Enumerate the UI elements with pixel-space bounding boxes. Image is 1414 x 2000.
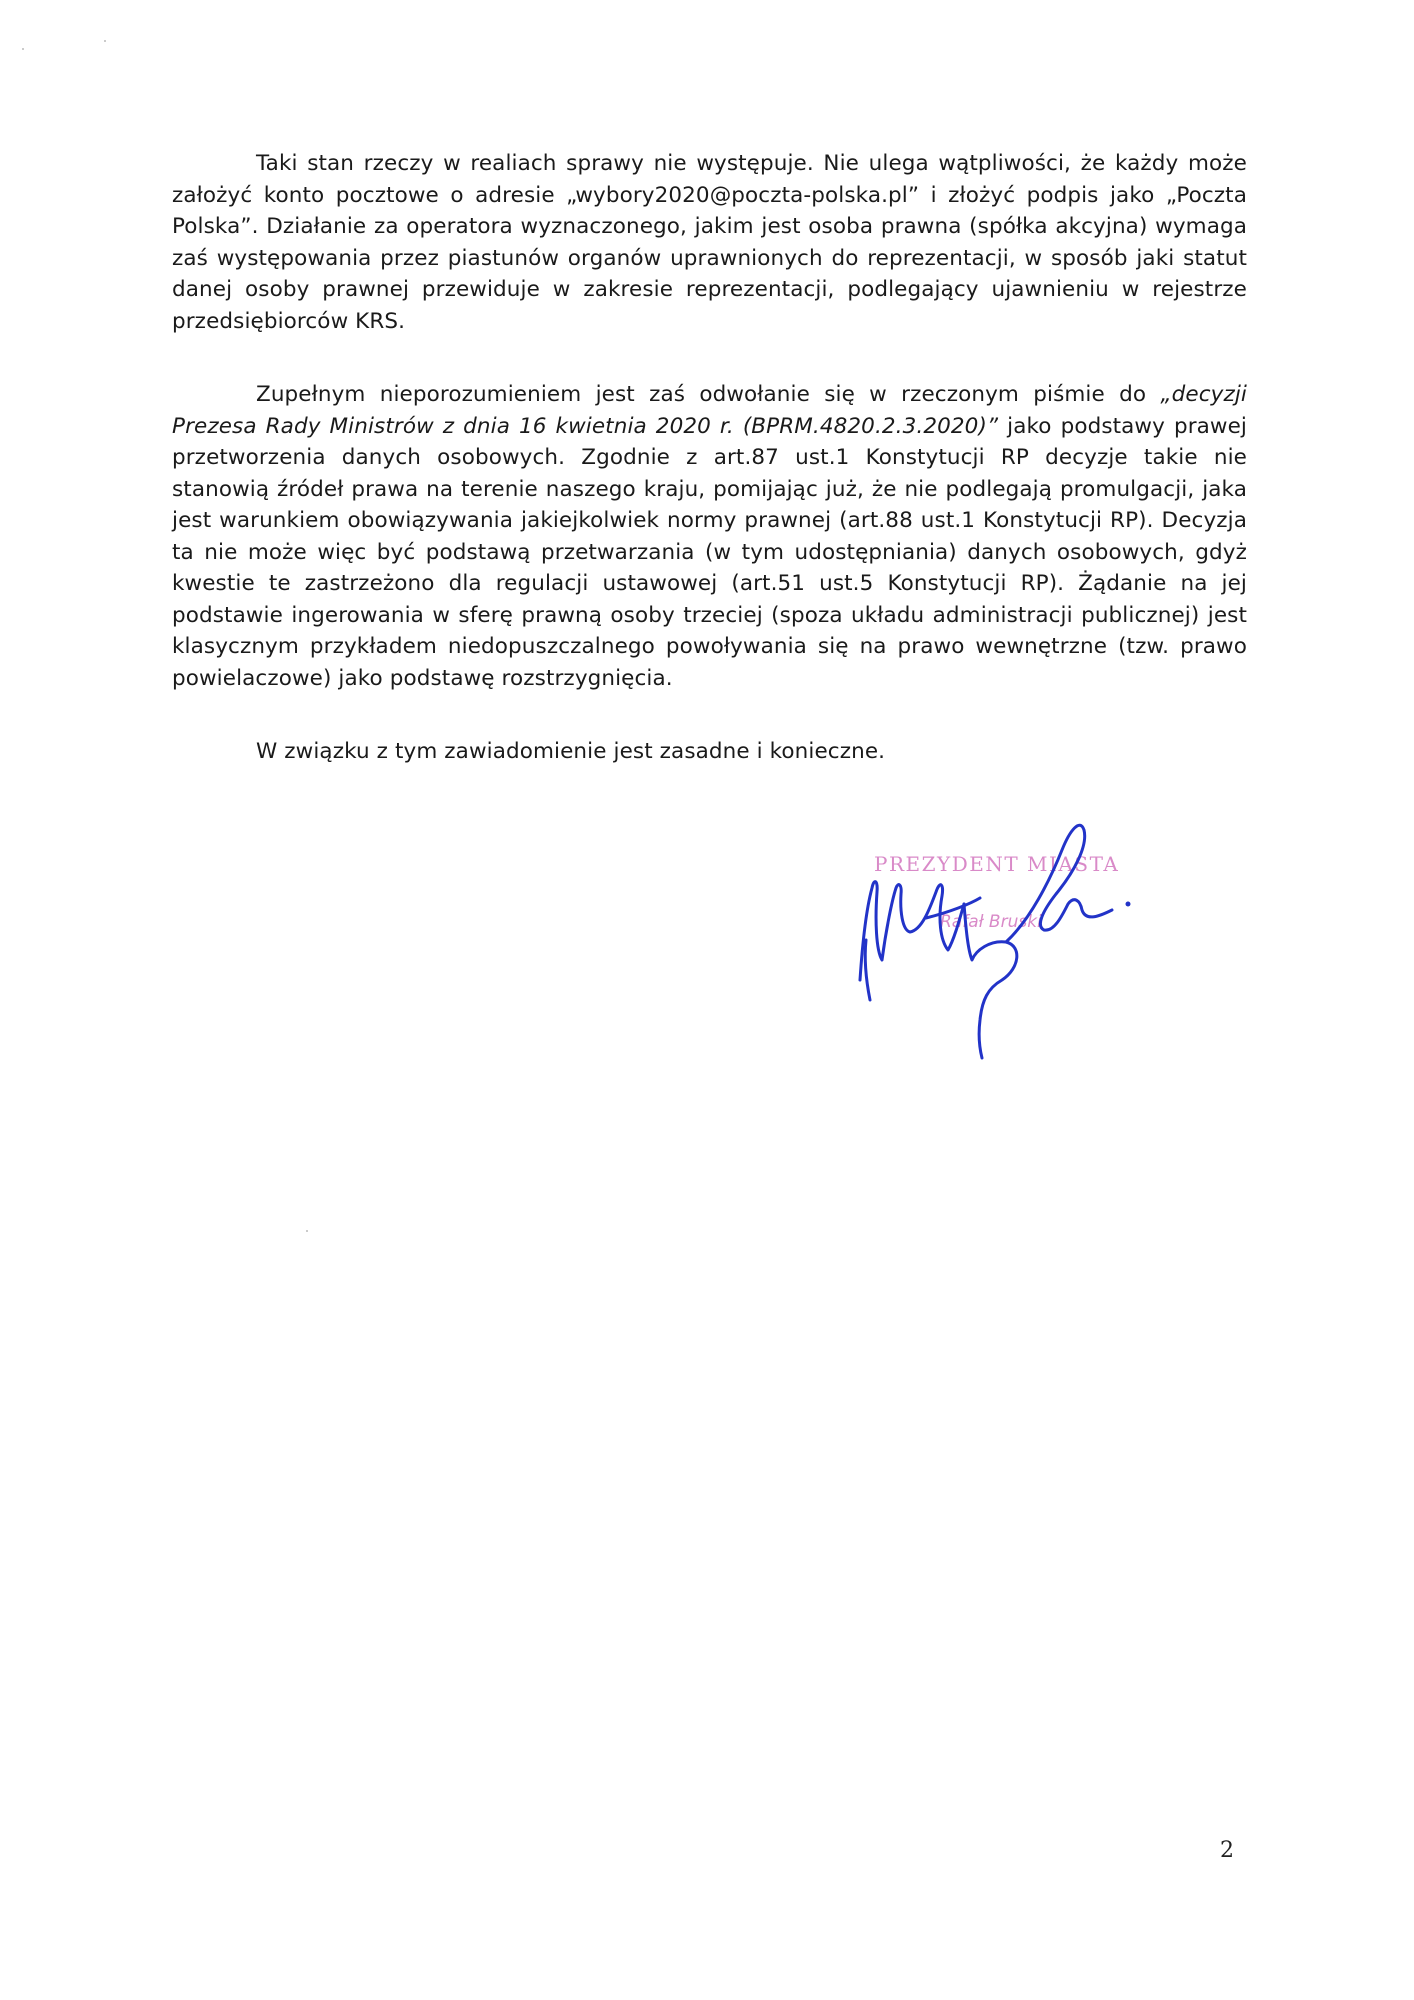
scan-speck [306, 1230, 308, 1232]
paragraph-2-rest: jako podstawy prawej przetworzenia danych osobowych. Zgodnie z art.87 ust.1 Konstytucji RP decyzje takie nie stanowią źródeł prawa na terenie naszego kraju, pomijając już, że nie podlegają promulgacji, jaka jest warunkiem obowiązywania jakiejkolwiek normy prawnej (art.88 ust.1 Konstytucji RP). Decyzja ta nie może więc być podstawą przetwarzania (w tym udostępniania) danych osobowych, gdyż kwestie te zastrzeżono dla regulacji ustawowej (art.51 ust.5 Konstytucji RP). Żądanie na jej podstawie ingerowania w sferę prawną osoby trzeciej (spoza układu administracji publicznej) jest klasycznym przykładem niedopuszczalnego powoływania się na prawo wewnętrzne (tzw. prawo powielaczowe) jako podstawę rozstrzygnięcia. [172, 413, 1247, 691]
stamp-name: Rafał Bruski [940, 912, 1042, 932]
letter-body [172, 148, 1247, 810]
page-number: 2 [1220, 1838, 1234, 1863]
paragraph-2 [172, 379, 1247, 694]
paragraph-2-quote: „decyzji Prezesa Rady Ministrów z dnia 16 kwietnia 2020 r. (BPRM.4820.2.3.2020)” [172, 382, 1247, 439]
stamp-and-signature [830, 800, 1170, 1070]
handwritten-signature [830, 800, 1170, 1070]
scan-speck [104, 40, 106, 42]
paragraph-3: W związku z tym zawiadomienie jest zasadne i konieczne. [256, 739, 886, 764]
paragraph-2-intro: Zupełnym nieporozumieniem jest zaś odwołanie się w rzeczonym piśmie do [256, 382, 1161, 407]
scan-speck [22, 48, 24, 50]
paragraph-1: Taki stan rzeczy w realiach sprawy nie występuje. Nie ulega wątpliwości, że każdy może założyć konto pocztowe o adresie „wybory2020@poczta-polska.pl” i złożyć podpis jako „Poczta Polska”. Działanie za operatora wyznaczonego, jakim jest osoba prawna (spółka akcyjna) wymaga zaś występowania przez piastunów organów uprawnionych do reprezentacji, w sposób jaki statut danej osoby prawnej przewiduje w zakresie reprezentacji, podlegający ujawnieniu w rejestrze przedsiębiorców KRS. [172, 151, 1247, 334]
stamp-title: PREZYDENT MIASTA [874, 852, 1120, 876]
